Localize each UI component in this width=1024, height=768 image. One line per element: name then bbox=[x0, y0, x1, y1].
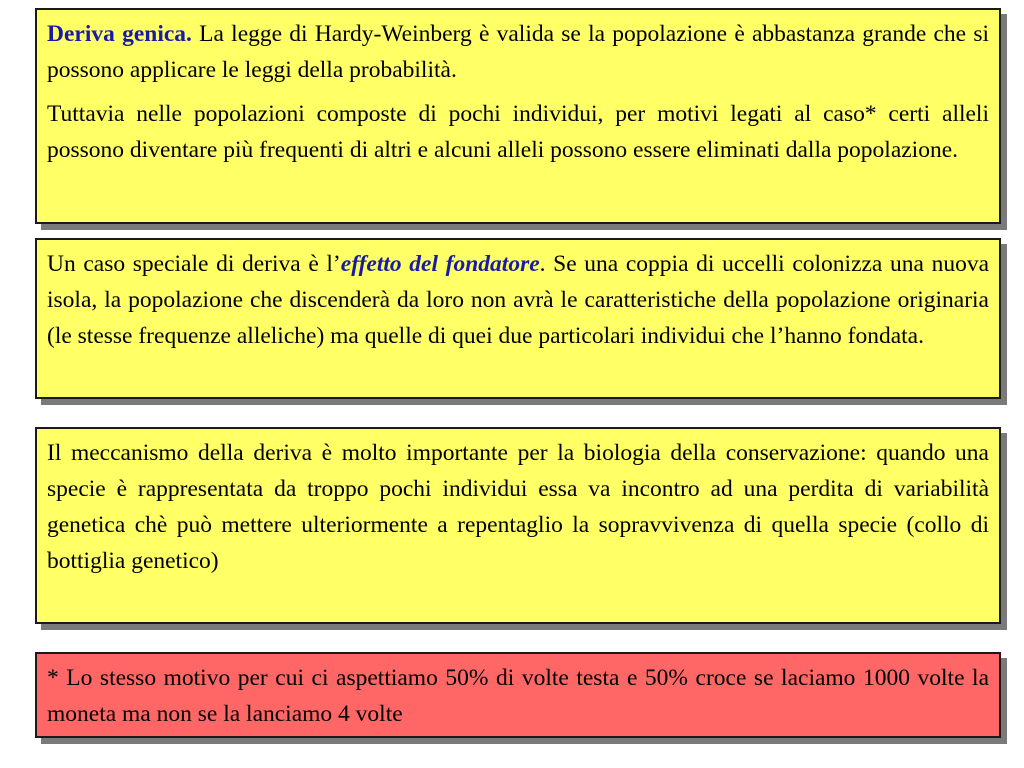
genetic-drift-text-1: La legge di Hardy-Weinberg è valida se la popolazione è abbastanza grande che si possono applicare le leggi della probabilità. bbox=[47, 21, 989, 83]
conservation-biology-paragraph: Il meccanismo della deriva è molto importante per la biologia della conservazione: quando una specie è rappresentata da troppo pochi individui essa va incontro ad una perdita di variabilità genetica chè può mettere ulteriormente a repentaglio la sopravvivenza di quella specie (collo di bottiglia genetico) bbox=[47, 440, 989, 574]
founder-effect-text-before: Un caso speciale di deriva è l’ bbox=[47, 251, 341, 277]
genetic-drift-title: Deriva genica. bbox=[47, 21, 192, 47]
footnote-box bbox=[35, 652, 1001, 738]
genetic-drift-paragraph-1 bbox=[47, 16, 989, 88]
founder-effect-term: effetto del fondatore bbox=[340, 251, 540, 277]
genetic-drift-box bbox=[35, 8, 1001, 224]
footnote-paragraph: * Lo stesso motivo per cui ci aspettiamo 50% di volte testa e 50% croce se laciamo 1000 volte la moneta ma non se la lanciamo 4 volte bbox=[47, 665, 989, 727]
founder-effect-paragraph bbox=[47, 246, 989, 354]
conservation-biology-box bbox=[35, 427, 1001, 624]
genetic-drift-paragraph-2: Tuttavia nelle popolazioni composte di pochi individui, per motivi legati al caso* certi alleli possono diventare più frequenti di altri e alcuni alleli possono essere eliminati dalla popolazione. bbox=[47, 101, 989, 163]
founder-effect-text-after: . Se una coppia di uccelli colonizza una nuova isola, la popolazione che discenderà da loro non avrà le caratteristiche della popolazione originaria (le stesse frequenze alleliche) ma quelle di quei due particolari individui che l’hanno fondata. bbox=[47, 251, 990, 349]
founder-effect-box bbox=[35, 238, 1001, 399]
